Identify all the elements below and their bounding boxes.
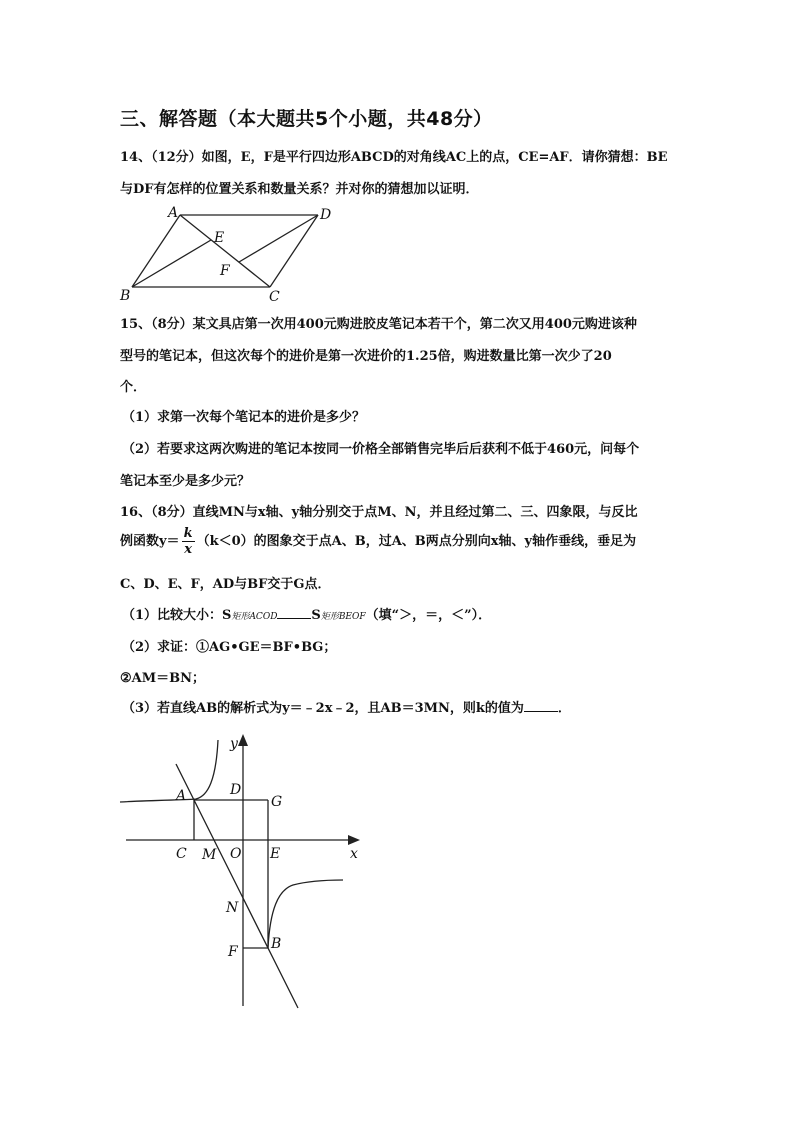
fraction-denominator: x <box>184 542 192 557</box>
compare-blank <box>277 606 311 619</box>
q16-label-c: C <box>176 846 187 862</box>
q16-part-1-s: S <box>311 608 321 623</box>
q16-label-x: x <box>350 846 358 862</box>
q16-label-f: F <box>228 944 238 960</box>
q16-label-g: G <box>271 794 283 810</box>
q16-line-2-suffix: （k＜0）的图象交于点A、B，过A、B两点分别向x轴、y轴作垂线，垂足为 <box>196 534 637 549</box>
section-title: 三、解答题（本大题共5个小题，共48分） <box>120 108 493 130</box>
q14-label-d: D <box>320 207 332 223</box>
q14-line-2: 与DF有怎样的位置关系和数量关系？并对你的猜想加以证明． <box>120 182 479 197</box>
q16-part-1-suffix: （填“＞，＝，＜”）． <box>365 608 492 623</box>
q16-line-2 <box>120 526 636 557</box>
q15-line-2: 型号的笔记本，但这次每个的进价是第一次进价的1.25倍，购进数量比第一次少了20 <box>120 349 612 364</box>
q14-line-1: 14、（12分）如图，E，F是平行四边形ABCD的对角线AC上的点，CE=AF．请你猜想：BE <box>120 150 668 165</box>
q16-line-1: 16、（8分）直线MN与x轴、y轴分别交于点M、N，并且经过第二、三、四象限，与反比 <box>120 505 638 520</box>
q16-part-3 <box>122 697 571 716</box>
q15-line-3: 个． <box>120 380 147 395</box>
q14-label-a: A <box>168 205 179 221</box>
q16-part-2b: ②AM＝BN； <box>120 671 206 686</box>
q16-label-o: O <box>230 846 242 862</box>
q16-label-a: A <box>176 788 187 804</box>
q16-label-m: M <box>202 847 217 863</box>
q14-label-f: F <box>220 263 230 279</box>
q16-part-1-prefix: （1）比较大小：S <box>122 608 232 623</box>
q14-label-e: E <box>214 230 225 246</box>
area-subscript-beof: 矩形BEOF <box>320 612 366 622</box>
area-subscript-acod: 矩形ACOD <box>231 612 278 622</box>
q16-label-y: y <box>230 736 238 752</box>
q16-label-e: E <box>270 846 281 862</box>
q14-parallelogram-figure <box>118 203 338 303</box>
fraction-numerator: k <box>183 526 193 541</box>
q16-label-d: D <box>230 782 242 798</box>
q15-part-1: （1）求第一次每个笔记本的进价是多少？ <box>122 410 366 425</box>
q14-label-c: C <box>269 289 280 303</box>
q14-label-b: B <box>120 288 131 303</box>
q16-part-1 <box>122 604 491 623</box>
q16-part-3-suffix: ． <box>557 701 571 716</box>
q15-part-2-line-1: （2）若要求这两次购进的笔记本按同一价格全部销售完毕后后获利不低于460元，问每个 <box>122 442 640 457</box>
q16-line-3: C、D、E、F，AD与BF交于G点． <box>120 577 331 592</box>
q16-label-n: N <box>226 900 239 916</box>
q15-part-2-line-2: 笔记本至少是多少元？ <box>120 474 251 489</box>
q16-line-2-prefix: 例函数y＝ <box>120 534 180 549</box>
inverse-function-fraction <box>182 526 195 557</box>
q15-line-1: 15、（8分）某文具店第一次用400元购进胶皮笔记本若干个，第二次又用400元购进该种 <box>120 317 637 332</box>
k-value-blank <box>524 699 558 712</box>
q16-part-3-prefix: （3）若直线AB的解析式为y＝﹣2x﹣2，且AB＝3MN，则k的值为 <box>122 701 524 716</box>
q16-label-b: B <box>271 936 282 952</box>
q16-coordinate-figure <box>118 730 368 1015</box>
q16-part-2: （2）求证：①AG•GE＝BF•BG； <box>122 640 337 655</box>
